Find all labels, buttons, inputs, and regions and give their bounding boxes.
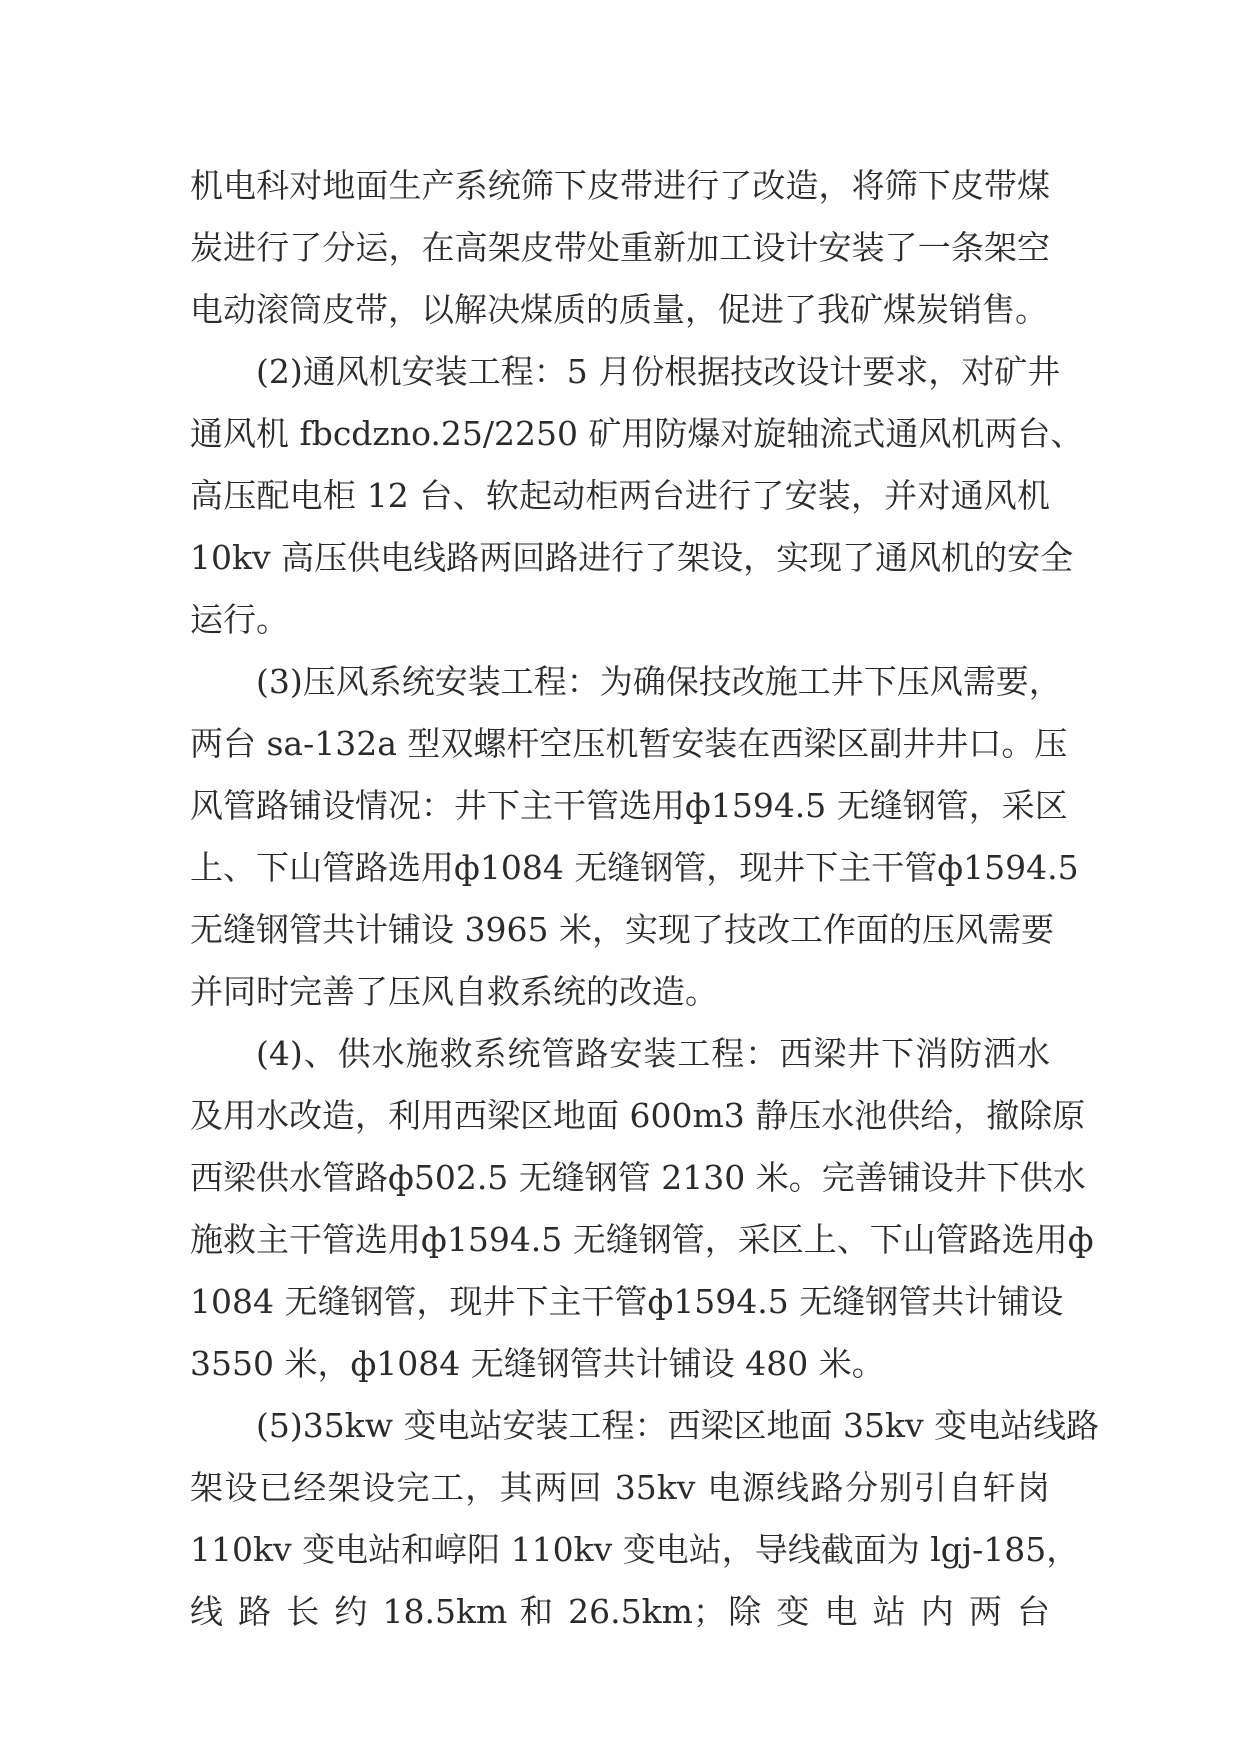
text-line: 机电科对地面生产系统筛下皮带进行了改造，将筛下皮带煤 (190, 166, 1050, 205)
text-line: 上、下山管路选用ф1084 无缝钢管，现井下主干管ф1594.5 (190, 848, 1079, 887)
text-line: 线 路 长 约 18.5km 和 26.5km；除 变 电 站 内 两 台 (190, 1592, 1050, 1631)
paragraph-start-line: (4)、供水施救系统管路安装工程：西梁井下消防洒水 (256, 1034, 1050, 1073)
paragraph-start-line: (5)35kw 变电站安装工程：西梁区地面 35kv 变电站线路 (256, 1406, 1100, 1445)
text-line: 两台 sa-132a 型双螺杆空压机暂安装在西梁区副井井口。压 (190, 724, 1068, 763)
text-line: 架设已经架设完工，其两回 35kv 电源线路分别引自轩岗 (190, 1468, 1050, 1507)
paragraph-start-line: (3)压风系统安装工程：为确保技改施工井下压风需要， (256, 662, 1062, 701)
document-body (190, 155, 1100, 1643)
text-line: 10kv 高压供电线路两回路进行了架设，实现了通风机的安全 (190, 538, 1074, 577)
text-line: 3550 米，ф1084 无缝钢管共计铺设 480 米。 (190, 1344, 885, 1383)
text-line: 西梁供水管路ф502.5 无缝钢管 2130 米。完善铺设井下供水 (190, 1158, 1086, 1197)
text-line: 运行。 (190, 600, 289, 639)
text-line: 电动滚筒皮带，以解决煤质的质量，促进了我矿煤炭销售。 (190, 290, 1048, 329)
text-line: 并同时完善了压风自救系统的改造。 (190, 972, 718, 1011)
paragraph-start-line: (2)通风机安装工程：5 月份根据技改设计要求，对矿井 (256, 352, 1061, 391)
text-line: 炭进行了分运，在高架皮带处重新加工设计安装了一条架空 (190, 228, 1050, 267)
text-line: 施救主干管选用ф1594.5 无缝钢管，采区上、下山管路选用ф (190, 1220, 1094, 1259)
text-line: 及用水改造，利用西梁区地面 600m3 静压水池供给，撤除原 (190, 1096, 1086, 1135)
text-line: 通风机 fbcdzno.25/2250 矿用防爆对旋轴流式通风机两台、 (190, 414, 1084, 453)
text-line: 无缝钢管共计铺设 3965 米，实现了技改工作面的压风需要 (190, 910, 1054, 949)
text-line: 1084 无缝钢管，现井下主干管ф1594.5 无缝钢管共计铺设 (190, 1282, 1064, 1321)
text-line: 110kv 变电站和崞阳 110kv 变电站，导线截面为 lgj-185， (190, 1530, 1080, 1569)
text-line: 风管路铺设情况：井下主干管选用ф1594.5 无缝钢管，采区 (190, 786, 1068, 825)
text-line: 高压配电柜 12 台、软起动柜两台进行了安装，并对通风机 (190, 476, 1050, 515)
